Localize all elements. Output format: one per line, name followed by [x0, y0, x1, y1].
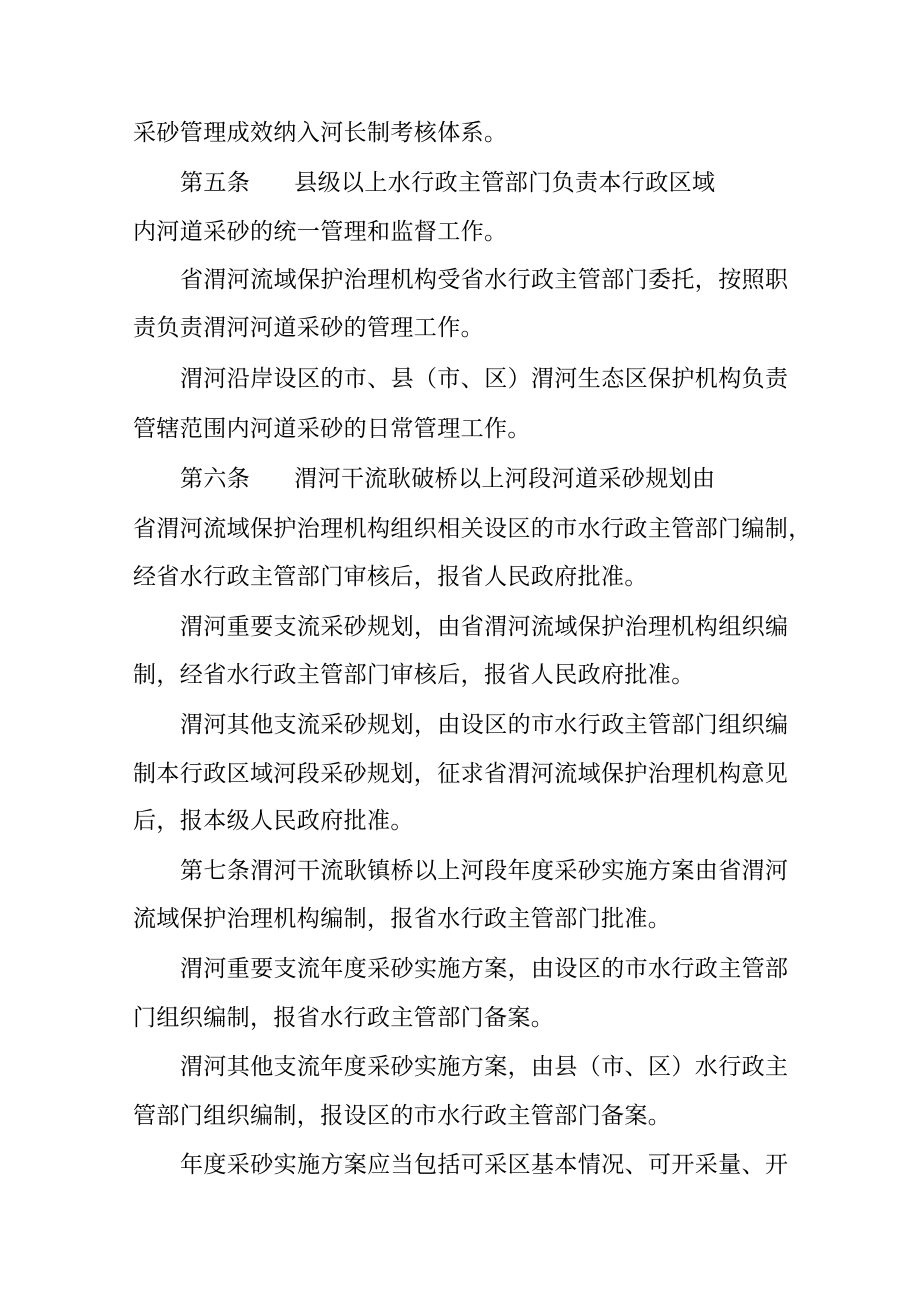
text-line-7: 管辖范围内河道采砂的日常管理工作。 — [133, 416, 531, 442]
text-line-3: 内河道采砂的统一管理和监督工作。 — [133, 219, 508, 245]
text-line-21: 管部门组织编制，报设区的市水行政主管部门备案。 — [133, 1103, 672, 1129]
text-line-22: 年度采砂实施方案应当包括可采区基本情况、可开采量、开 — [180, 1152, 789, 1178]
text-line-4: 省渭河流域保护治理机构受省水行政主管部门委托，按照职 — [180, 267, 789, 293]
text-line-10: 经省水行政主管部门审核后，报省人民政府批准。 — [133, 564, 648, 590]
text-line-1: 采砂管理成效纳入河长制考核体系。 — [133, 120, 508, 146]
text-line-12: 制，经省水行政主管部门审核后，报省人民政府批准。 — [133, 662, 695, 688]
text-line-15: 后，报本级人民政府批准。 — [133, 808, 414, 834]
text-line-11: 渭河重要支流采砂规划，由省渭河流域保护治理机构组织编 — [180, 614, 789, 640]
text-line-13: 渭河其他支流采砂规划，由设区的市水行政主管部门组织编 — [180, 712, 789, 738]
text-line-18: 渭河重要支流年度采砂实施方案，由设区的市水行政主管部 — [180, 956, 789, 982]
article-label: 第六条 — [180, 466, 251, 492]
text-line-19: 门组织编制，报省水行政主管部门备案。 — [133, 1005, 555, 1031]
text-line-6: 渭河沿岸设区的市、县（市、区）渭河生态区保护机构负责 — [180, 366, 789, 392]
article-label: 第五条 — [180, 170, 251, 196]
text-line-5: 责负责渭河河道采砂的管理工作。 — [133, 315, 484, 341]
article-5-line: 第五条 县级以上水行政主管部门负责本行政区域 — [180, 170, 716, 196]
text-line-20: 渭河其他支流年度采砂实施方案，由县（市、区）水行政主 — [180, 1054, 789, 1080]
text-line-17: 流域保护治理机构编制，报省水行政主管部门批准。 — [133, 906, 672, 932]
text-line-9: 省渭河流域保护治理机构组织相关设区的市水行政主管部门编制， — [133, 516, 812, 542]
article-7-line: 第七条渭河干流耿镇桥以上河段年度采砂实施方案由省渭河 — [180, 858, 789, 884]
article-6-line: 第六条 渭河干流耿破桥以上河段河道采砂规划由 — [180, 466, 716, 492]
text-line-14: 制本行政区域河段采砂规划，征求省渭河流域保护治理机构意见 — [133, 761, 789, 787]
